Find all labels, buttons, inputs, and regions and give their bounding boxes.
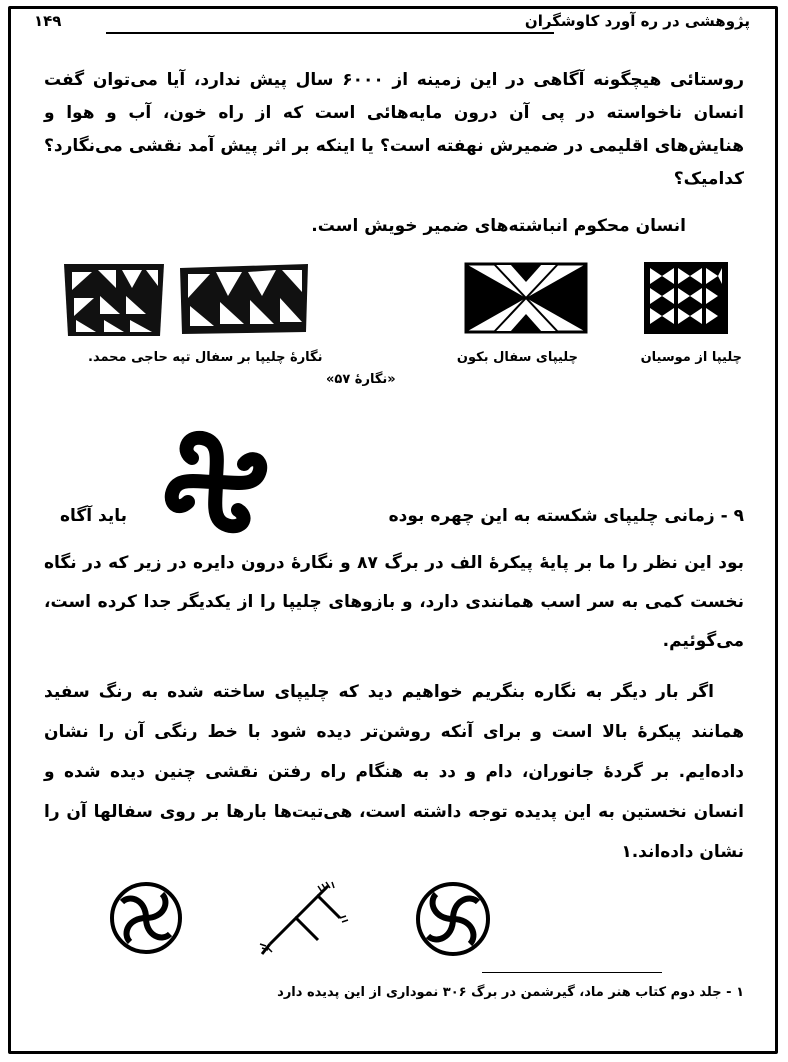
- figure-row-57: [60, 262, 728, 342]
- intro-statement: انسان محکوم انباشته‌های ضمیر خویش است.: [311, 216, 686, 236]
- caption-tepe-hajji: نگارهٔ چلیپا بر سفال تپه حاجی محمد.: [88, 350, 323, 365]
- intro-paragraph: روستائی هیچگونه آگاهی در این زمینه از ۶۰۰۰ سال پیش ندارد، آیا می‌توان گفت انسان ناخواسته در پی آن درون مایه‌هائی است که از راه خون، آب و هوا و هنایش‌های اقلیمی در ضمیرش نهفته است؟ یا اینکه بر اثر پیش آمد نقشی می‌نگارد؟ کدامیک؟: [44, 70, 745, 189]
- tepe-hajji-right-sherd: [180, 262, 308, 334]
- circular-motif-left: [108, 880, 184, 956]
- footnote: ۱ - جلد دوم کتاب هنر ماد، گیرشمن در برگ ۳۰۶ نموداری از این پدیده دارد: [277, 985, 744, 1000]
- bakun-cross-figure: [464, 262, 588, 334]
- mousian-cross-figure: [644, 262, 728, 334]
- tepe-hajji-left-sherd: [60, 262, 168, 338]
- section9-lead-left: باید آگاه: [60, 506, 128, 526]
- page-number: ۱۴۹: [34, 12, 62, 30]
- caption-mousian: چلیپا از موسیان: [640, 350, 742, 365]
- hatched-swastika-motif: [256, 880, 352, 960]
- section10-paragraph: اگر بار دیگر به نگاره بنگریم خواهیم دید که چلیپای ساخته شده به رنگ سفید همانند پیکرهٔ بالا است و برای آنکه روشن‌تر دیده شود با خط رنگی آن را نشان داده‌ایم. بر گردهٔ جانوران، دام و دد به هنگام راه رفتن نقشی چنین دیده شده و انسان نخستین به این پدیده توجه داشته است، هی‌تیت‌ها بارها بر روی سفالها آن را نشان داده‌اند.۱: [44, 682, 744, 862]
- curved-swastika-figure: [158, 430, 274, 534]
- figure-number-caption: «نگارهٔ ۵۷»: [326, 372, 396, 387]
- section9-lead-right: ۹ - زمانی چلیپای شکسته به این چهره بوده: [388, 506, 744, 526]
- header-rule: [106, 32, 554, 34]
- circular-motif-right: [414, 880, 492, 958]
- footnote-rule: [482, 972, 662, 973]
- caption-bakun: چلیپای سفال بکون: [456, 350, 578, 365]
- section9-paragraph: بود این نظر را ما بر پایهٔ پیکرهٔ الف در برگ ۸۷ و نگارهٔ درون دایره در زیر که در نگاه نخست کمی به سر اسب همانندی دارد، و بازوهای چلیپا را از یکدیگر جدا کرده است، می‌گوئیم.: [44, 553, 744, 651]
- page-header: [34, 12, 750, 36]
- running-title: پژوهشی در ره آورد کاوشگران: [524, 12, 750, 30]
